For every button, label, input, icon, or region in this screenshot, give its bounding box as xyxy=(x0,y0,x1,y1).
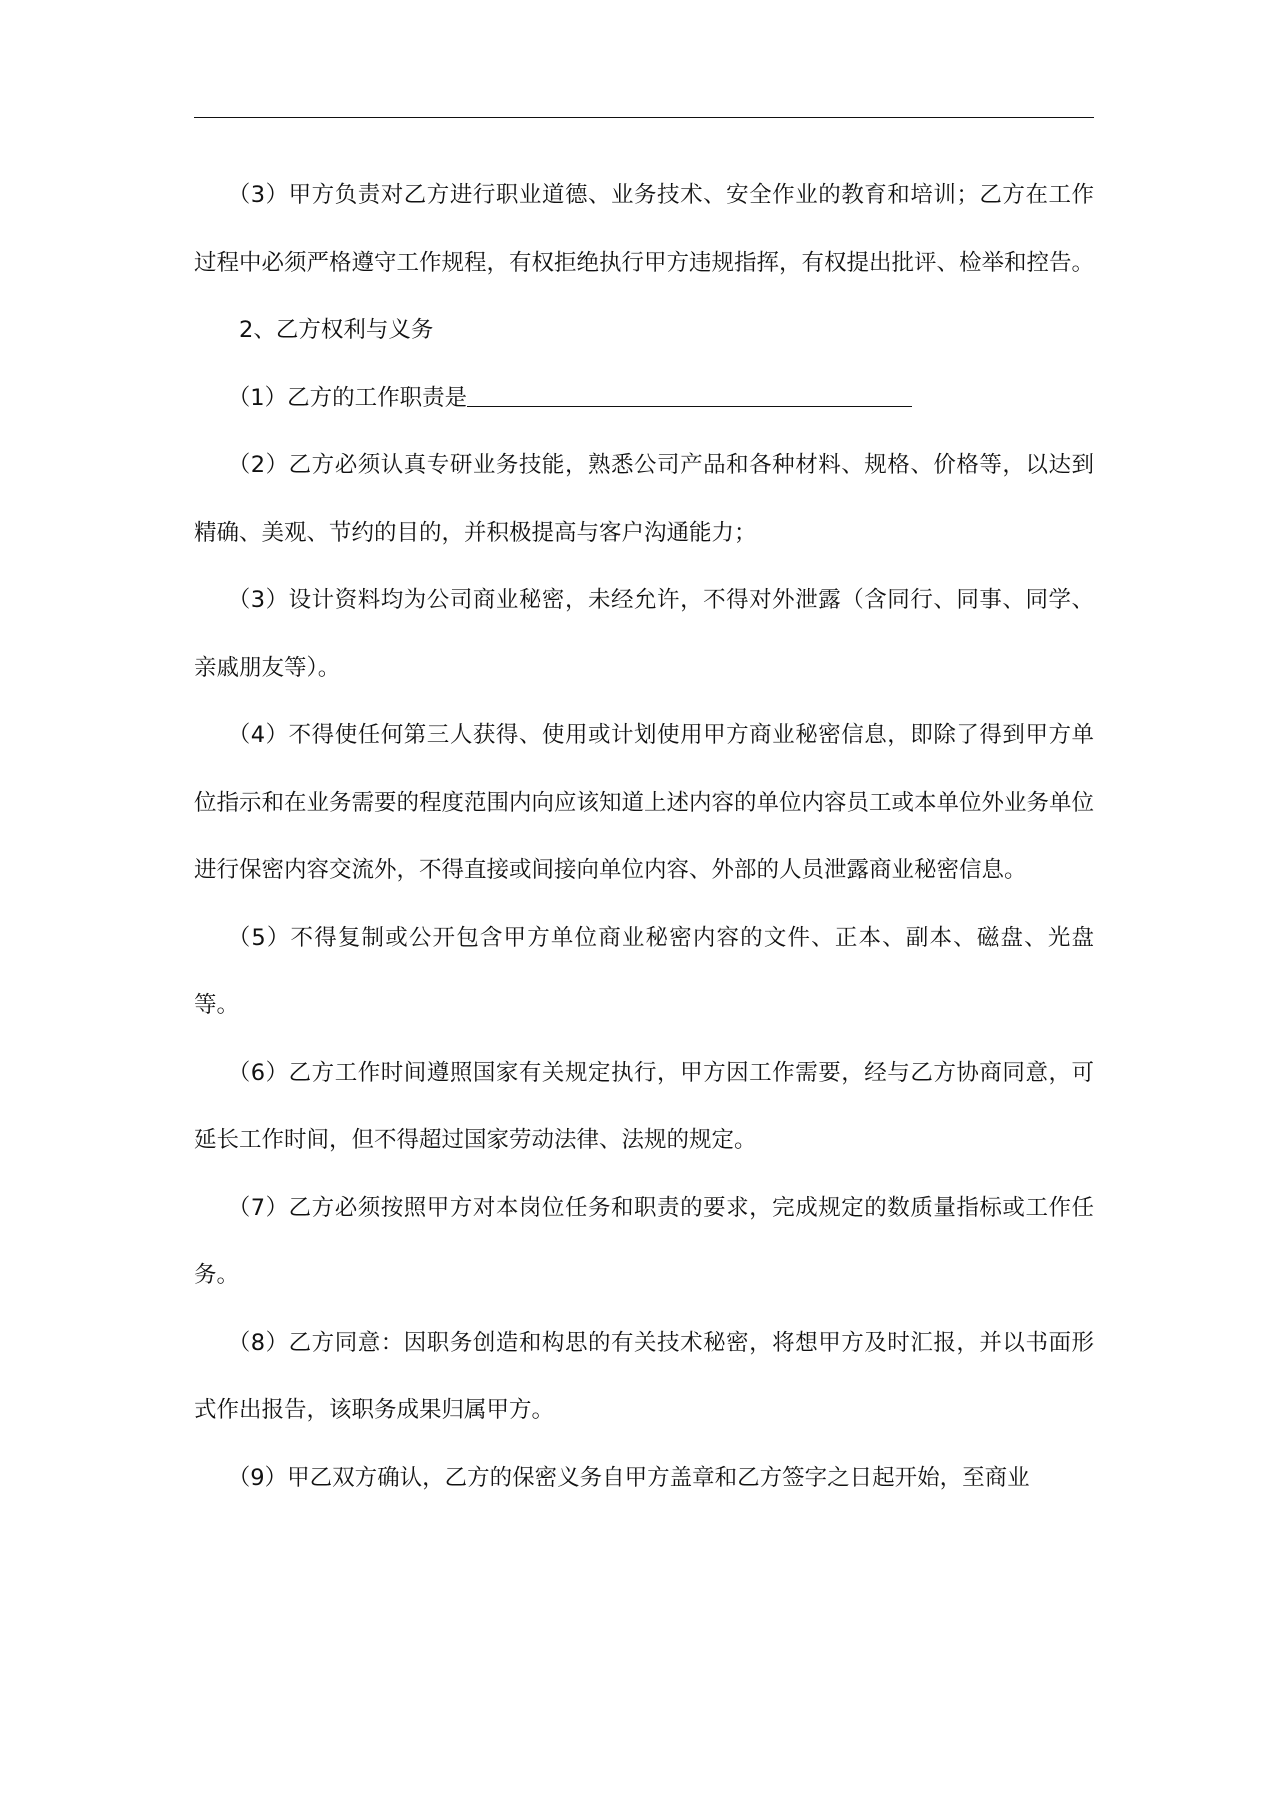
section-heading: 2、乙方权利与义务 xyxy=(239,317,434,343)
job-duty-blank-field[interactable] xyxy=(467,384,912,407)
paragraph-b9: （9）甲乙双方确认，乙方的保密义务自甲方盖章和乙方签字之日起开始，至商业 xyxy=(227,1464,1030,1491)
paragraph-a3: （3）甲方负责对乙方进行职业道德、业务技术、安全作业的教育和培训；乙方在工作过程中必须严格遵守工作规程，有权拒绝执行甲方违规指挥，有权提出批评、检举和控告。 xyxy=(194,182,1095,276)
paragraph-b4: （4）不得使任何第三人获得、使用或计划使用甲方商业秘密信息，即除了得到甲方单位指示和在业务需要的程度范围内向应该知道上述内容的单位内容员工或本单位外业务单位进行保密内容交流外，不得直接或间接向单位内容、外部的人员泄露商业秘密信息。 xyxy=(194,722,1095,883)
paragraph-b1-text: （1）乙方的工作职责是 xyxy=(227,384,468,411)
header-rule xyxy=(194,117,1094,118)
document-body xyxy=(194,162,1094,1512)
paragraph-b3: （3）设计资料均为公司商业秘密，未经允许，不得对外泄露（含同行、同事、同学、亲戚朋友等）。 xyxy=(194,587,1094,681)
paragraph-b5: （5）不得复制或公开包含甲方单位商业秘密内容的文件、正本、副本、磁盘、光盘等。 xyxy=(194,924,1094,1018)
paragraph-b1 xyxy=(194,365,1094,433)
paragraph-b8: （8）乙方同意：因职务创造和构思的有关技术秘密，将想甲方及时汇报，并以书面形式作出报告，该职务成果归属甲方。 xyxy=(194,1329,1094,1423)
paragraph-b7: （7）乙方必须按照甲方对本岗位任务和职责的要求，完成规定的数质量指标或工作任务。 xyxy=(194,1194,1094,1288)
paragraph-b2: （2）乙方必须认真专研业务技能，熟悉公司产品和各种材料、规格、价格等，以达到精确、美观、节约的目的，并积极提高与客户沟通能力； xyxy=(194,452,1094,546)
paragraph-b6: （6）乙方工作时间遵照国家有关规定执行，甲方因工作需要，经与乙方协商同意，可延长工作时间，但不得超过国家劳动法律、法规的规定。 xyxy=(194,1059,1094,1153)
